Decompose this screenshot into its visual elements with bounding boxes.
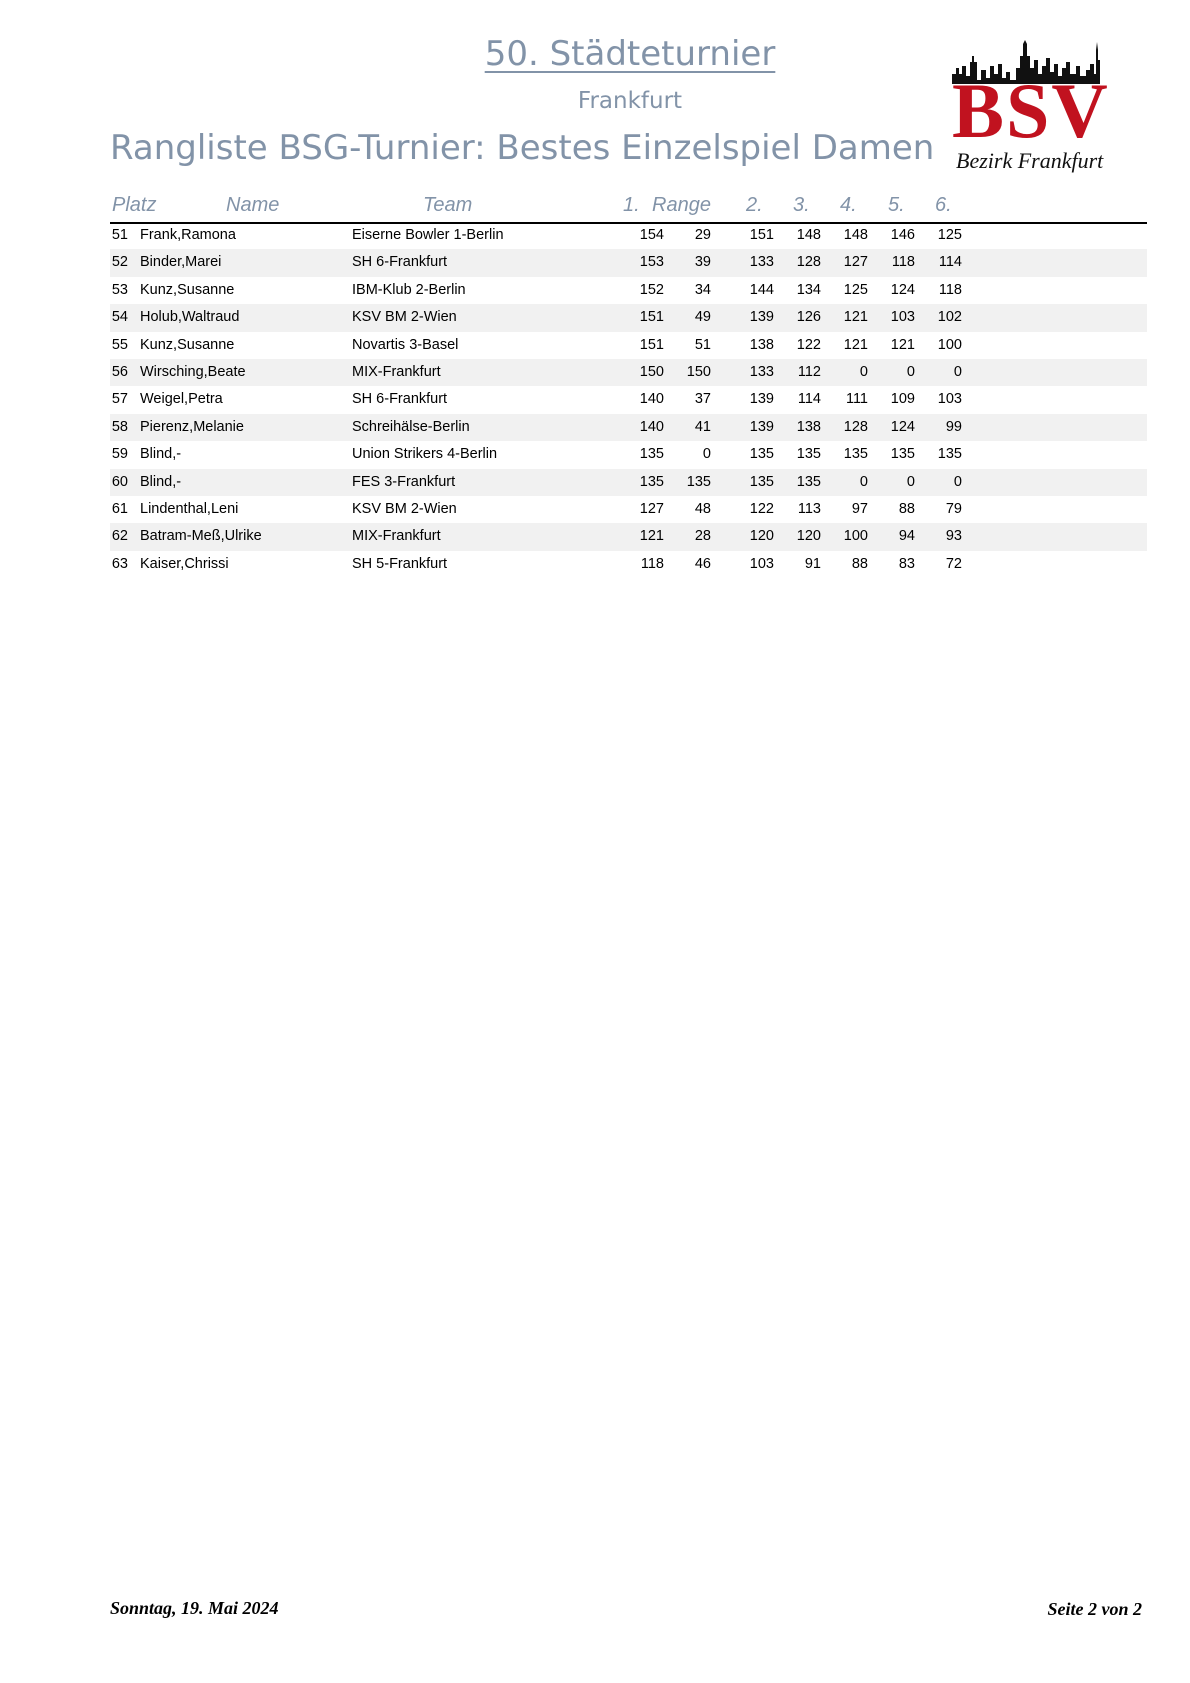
cell-name: Kunz,Susanne	[140, 281, 235, 298]
cell-team: KSV BM 2-Wien	[352, 309, 457, 326]
cell-range: 48	[694, 500, 711, 517]
cell-game3: 135	[796, 446, 821, 463]
city-subtitle: Frankfurt	[577, 88, 683, 114]
cell-game1: 127	[639, 500, 664, 517]
cell-game6: 125	[937, 227, 962, 243]
cell-game4: 135	[843, 446, 868, 463]
table-row	[110, 222, 1147, 249]
cell-team: Union Strikers 4-Berlin	[352, 446, 498, 463]
cell-game6: 103	[937, 391, 962, 408]
cell-game4: 121	[843, 309, 868, 326]
table-row	[110, 386, 1147, 413]
cell-name: Kunz,Susanne	[140, 336, 235, 353]
bsv-logo	[950, 36, 1120, 176]
cell-game6: 0	[953, 363, 962, 380]
cell-range: 34	[694, 281, 711, 298]
cell-game2: 120	[749, 528, 774, 545]
cell-game2: 151	[749, 227, 774, 243]
cell-range: 150	[686, 363, 711, 380]
cell-game6: 114	[938, 254, 962, 271]
cell-name: Batram-Meß,Ulrike	[140, 528, 262, 545]
cell-name: Blind,-	[140, 473, 182, 490]
cell-game1: 121	[639, 528, 664, 545]
cell-team: SH 5-Frankfurt	[352, 555, 448, 572]
cell-platz: 51	[111, 227, 128, 243]
cell-game4: 148	[843, 227, 868, 243]
cell-name: Holub,Waltraud	[140, 309, 240, 326]
cell-game5: 83	[898, 555, 915, 572]
col-range: Range	[652, 194, 711, 216]
cell-game5: 109	[890, 391, 915, 408]
cell-name: Lindenthal,Leni	[140, 500, 239, 517]
cell-game4: 88	[851, 555, 868, 572]
cell-game1: 153	[639, 254, 664, 271]
ranking-heading: Rangliste BSG-Turnier: Bestes Einzelspiel Damen	[110, 128, 935, 168]
cell-range: 28	[694, 528, 711, 545]
col-game6: 6.	[935, 194, 952, 216]
cell-team: Eiserne Bowler 1-Berlin	[352, 227, 504, 243]
cell-name: Weigel,Petra	[140, 391, 223, 408]
cell-game6: 118	[938, 281, 962, 298]
col-game5: 5.	[888, 194, 905, 216]
cell-game1: 154	[639, 227, 664, 243]
cell-game1: 151	[639, 309, 664, 326]
cell-game2: 139	[749, 309, 774, 326]
table-row	[110, 496, 1147, 523]
cell-game2: 139	[749, 391, 774, 408]
table-row	[110, 304, 1147, 331]
cell-game3: 138	[796, 418, 821, 435]
cell-team: FES 3-Frankfurt	[352, 473, 456, 490]
cell-game4: 121	[843, 336, 868, 353]
cell-game3: 114	[797, 391, 821, 408]
col-game2: 2.	[746, 194, 763, 216]
cell-game3: 113	[797, 500, 821, 517]
cell-range: 39	[694, 254, 711, 271]
cell-game4: 97	[851, 500, 868, 517]
table-row	[110, 414, 1147, 441]
cell-game5: 146	[890, 227, 915, 243]
col-game1: 1.	[623, 194, 640, 216]
cell-game3: 122	[796, 336, 821, 353]
logo-subtext: Bezirk Frankfurt	[956, 148, 1104, 173]
cell-team: KSV BM 2-Wien	[352, 500, 457, 517]
cell-platz: 63	[111, 555, 128, 572]
cell-team: IBM-Klub 2-Berlin	[352, 281, 466, 298]
cell-game6: 135	[937, 446, 962, 463]
logo-text: BSV	[952, 67, 1110, 154]
cell-game6: 93	[945, 528, 962, 545]
cell-game5: 135	[890, 446, 915, 463]
cell-team: MIX-Frankfurt	[352, 528, 441, 545]
cell-platz: 54	[111, 309, 128, 326]
cell-range: 41	[694, 418, 711, 435]
cell-game2: 139	[749, 418, 774, 435]
cell-game6: 102	[937, 309, 962, 326]
cell-game1: 135	[639, 473, 664, 490]
cell-platz: 59	[111, 446, 128, 463]
cell-game6: 100	[937, 336, 962, 353]
cell-game5: 103	[890, 309, 915, 326]
cell-game5: 121	[890, 336, 915, 353]
cell-game3: 91	[804, 555, 821, 572]
cell-game4: 125	[843, 281, 868, 298]
cell-platz: 58	[111, 418, 128, 435]
cell-range: 46	[694, 555, 711, 572]
cell-game1: 118	[640, 555, 664, 572]
col-team: Team	[423, 194, 473, 216]
cell-team: Schreihälse-Berlin	[352, 418, 470, 435]
col-name: Name	[226, 194, 280, 216]
cell-name: Pierenz,Melanie	[140, 418, 244, 435]
cell-game6: 72	[945, 555, 962, 572]
cell-platz: 61	[111, 500, 128, 517]
cell-game4: 128	[843, 418, 868, 435]
page-title: 50. Städteturnier	[484, 34, 776, 74]
cell-range: 37	[694, 391, 711, 408]
table-row	[110, 469, 1147, 496]
footer-page-number: Seite 2 von 2	[1047, 1599, 1142, 1619]
cell-platz: 57	[111, 391, 128, 408]
cell-platz: 56	[111, 363, 128, 380]
cell-range: 29	[694, 227, 711, 243]
cell-game3: 135	[796, 473, 821, 490]
cell-game4: 111	[845, 391, 868, 408]
cell-platz: 55	[111, 336, 128, 353]
cell-team: MIX-Frankfurt	[352, 363, 441, 380]
cell-game1: 140	[639, 391, 664, 408]
cell-game1: 151	[639, 336, 664, 353]
table-row	[110, 551, 1147, 578]
footer-date: Sonntag, 19. Mai 2024	[110, 1598, 279, 1618]
cell-game2: 133	[749, 363, 774, 380]
table-row	[110, 249, 1147, 276]
cell-game5: 0	[906, 363, 915, 380]
cell-game4: 0	[859, 473, 868, 490]
cell-game3: 126	[796, 309, 821, 326]
cell-range: 51	[694, 336, 711, 353]
cell-game1: 152	[639, 281, 664, 298]
cell-game6: 99	[945, 418, 962, 435]
cell-game1: 150	[639, 363, 664, 380]
col-game3: 3.	[793, 194, 810, 216]
cell-team: SH 6-Frankfurt	[352, 391, 448, 408]
cell-game2: 122	[749, 500, 774, 517]
cell-name: Wirsching,Beate	[140, 363, 246, 380]
cell-game3: 134	[796, 281, 821, 298]
cell-game5: 88	[898, 500, 915, 517]
cell-game3: 128	[796, 254, 821, 271]
col-platz: Platz	[112, 194, 157, 216]
cell-game2: 138	[749, 336, 774, 353]
cell-platz: 52	[111, 254, 128, 271]
cell-game3: 120	[796, 528, 821, 545]
cell-game6: 0	[953, 473, 962, 490]
cell-game5: 94	[898, 528, 915, 545]
cell-game3: 148	[796, 227, 821, 243]
cell-game5: 124	[890, 281, 915, 298]
cell-game1: 140	[639, 418, 664, 435]
cell-platz: 53	[111, 281, 128, 298]
cell-game2: 135	[749, 446, 774, 463]
cell-platz: 60	[111, 473, 128, 490]
table-row	[110, 523, 1147, 550]
table-row	[110, 332, 1147, 359]
cell-game2: 133	[749, 254, 774, 271]
cell-game6: 79	[945, 500, 962, 517]
cell-team: SH 6-Frankfurt	[352, 254, 448, 271]
col-game4: 4.	[840, 194, 857, 216]
cell-game5: 0	[906, 473, 915, 490]
cell-name: Frank,Ramona	[140, 227, 236, 243]
cell-name: Binder,Marei	[140, 254, 222, 271]
table-row	[110, 359, 1147, 386]
cell-platz: 62	[111, 528, 128, 545]
cell-game2: 135	[749, 473, 774, 490]
table-row	[110, 441, 1147, 468]
cell-game5: 124	[890, 418, 915, 435]
table-row	[110, 277, 1147, 304]
cell-game4: 100	[843, 528, 868, 545]
cell-game4: 0	[859, 363, 868, 380]
cell-range: 0	[702, 446, 711, 463]
cell-game3: 112	[797, 363, 821, 380]
cell-team: Novartis 3-Basel	[352, 336, 459, 353]
cell-name: Kaiser,Chrissi	[140, 555, 229, 572]
cell-range: 135	[686, 473, 711, 490]
cell-range: 49	[694, 309, 711, 326]
cell-game2: 103	[749, 555, 774, 572]
table-header	[110, 192, 1147, 224]
ranking-table-body	[110, 222, 1147, 578]
cell-game4: 127	[843, 254, 868, 271]
cell-game2: 144	[749, 281, 774, 298]
cell-game1: 135	[639, 446, 664, 463]
cell-name: Blind,-	[140, 446, 182, 463]
cell-game5: 118	[891, 254, 915, 271]
